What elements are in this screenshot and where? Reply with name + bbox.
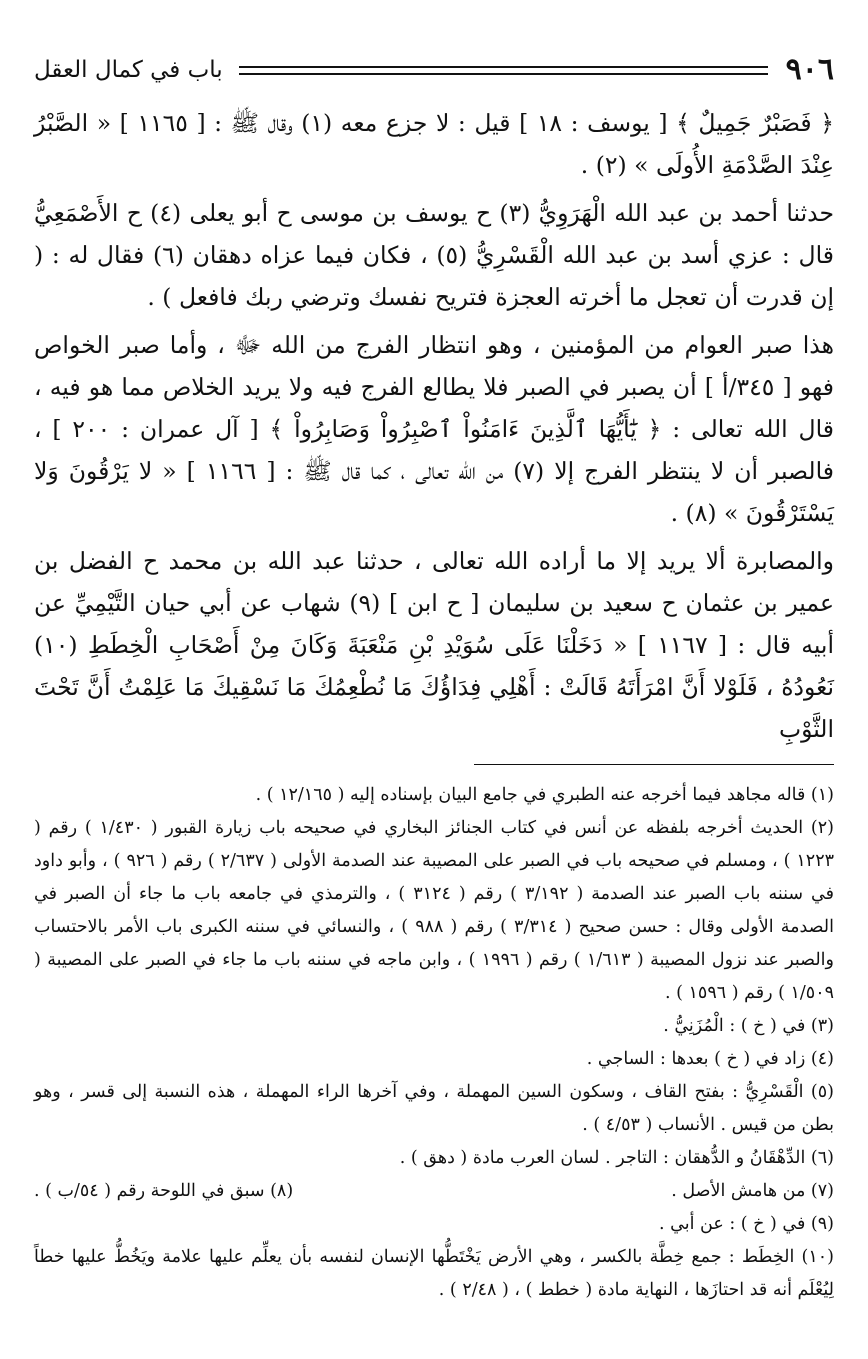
- footnote-6: (٦) الدِّهْقَانُ و الدُّهقان : التاجر . لسان العرب مادة ( دهق ) .: [399, 1148, 834, 1168]
- header-rule: [239, 66, 768, 75]
- page: [34, 50, 834, 1307]
- page-number: ٩٠٦: [785, 52, 834, 87]
- footnote-5: (٥) الْقَسْرِيُّ : بفتح القاف ، وسكون السين المهملة ، وفي آخرها الراء المهملة ، هذه النسبة إلى قسر ، وهو بطن من قيس . الأنساب ( ٤/٥٣ ) .: [34, 1082, 834, 1135]
- chapter-title: باب في كمال العقل: [34, 57, 223, 83]
- main-text: [34, 102, 834, 750]
- footnote-4: (٤) زاد في ( خ ) بعدها : الساجي .: [586, 1049, 834, 1069]
- footnote-9: (٩) في ( خ ) : عن أبي .: [658, 1214, 834, 1234]
- page-header: [34, 50, 834, 90]
- footnote-1: (١) قاله مجاهد فيما أخرجه عنه الطبري في جامع البيان بإسناده إليه ( ١٢/١٦٥ ) .: [255, 785, 834, 805]
- paragraph-4: والمصابرة ألا يريد إلا ما أراده الله تعالى ، حدثنا عبد الله بن محمد ح الفضل بن عمير بن عثمان ح سعيد بن سليمان [ ح ابن ] (٩) شهاب عن أبي حيان التَّيْمِيِّ عن أبيه قال : [ ١١٦٧ ] « دَخَلْنَا عَلَى سُوَيْدِ بْنِ مَنْعَبَةَ وَكَانَ مِنْ أَصْحَابِ الْخِطَطِ (١٠) نَعُودُهُ ، فَلَوْلا أَنَّ امْرَأَتَهُ قَالَتْ : أَهْلِي فِدَاؤُكَ مَا نُطْعِمُكَ مَا نَسْقِيكَ مَا عَلِمْتُ أَنَّ تَحْتَ الثَّوْبِ: [34, 547, 834, 743]
- footnote-10: (١٠) الخِطَط : جمع خِطَّة بالكسر ، وهي الأرض يَخْتَطُّها الإنسان لنفسه بأن يعلِّم عليها علامة ويَخُطُّ عليها خطاً لِيُعْلَم أنه قد احتازَها ، النهاية مادة ( خطط ) ، ( ٢/٤٨ ) .: [34, 1247, 834, 1300]
- footnote-divider: [474, 764, 834, 765]
- footnote-2: (٢) الحديث أخرجه بلفظه عن أنس في كتاب الجنائز البخاري في صحيحه باب زيارة القبور ( ١/٤٣٠ ) رقم ( ١٢٢٣ ) ، ومسلم في صحيحه باب في الصبر على المصيبة عند الصدمة الأولى ( ٢/٦٣٧ ) رقم ( ٩٢٦ ) ، وأبو داود في سننه باب الصبر عند الصدمة ( ٣/١٩٢ ) رقم ( ٣١٢٤ ) ، والترمذي في جامعه باب ما جاء أن الصبر في الصدمة الأولى وقال : حسن صحيح ( ٣/٣١٤ ) رقم ( ٩٨٨ ) ، والنسائي في سننه الكبرى باب الأمر بالاحتساب والصبر عند نزول المصيبة ( ١/٦١٣ ) رقم ( ١٩٩٦ ) ، وابن ماجه في سننه باب ما جاء في الصبر على المصيبة ( ١/٥٠٩ ) رقم ( ١٥٩٦ ) .: [34, 818, 835, 1003]
- footnote-row-7-8: [34, 1175, 834, 1208]
- footnote-8: (٨) سبق في اللوحة رقم ( ٥٤/ب ) .: [34, 1181, 294, 1201]
- paragraph-1: ﴿ فَصَبْرٌ جَمِيلٌ ﴾ [ يوسف : ١٨ ] قيل : لا جزع معه (١) وقال ﷺ : [ ١١٦٥ ] « الصَّبْرُ عِنْدَ الصَّدْمَةِ الأُولَى » (٢) .: [34, 109, 834, 179]
- footnotes: [34, 779, 834, 1307]
- footnote-3: (٣) في ( خ ) : الْمُزَنِيُّ .: [663, 1016, 834, 1036]
- paragraph-2: حدثنا أحمد بن عبد الله الْهَرَوِيُّ (٣) ح يوسف بن موسى ح أبو يعلى (٤) ح الأَصْمَعِيُّ قال : عزي أسد بن عبد الله الْقَسْرِيُّ (٥) ، فكان فيما عزاه دهقان (٦) فقال له : ( إن قدرت أن تعجل ما أخرته العجزة فتريح نفسك وترضي ربك فافعل ) .: [34, 199, 835, 311]
- paragraph-3: هذا صبر العوام من المؤمنين ، وهو انتظار الفرج من الله ﷻ ، وأما صبر الخواص فهو [ ٣٤٥/أ ] أن يصبر في الصبر فلا يطالع الفرج فيه ولا يريد الخلاص مما هو فيه ، قال الله تعالى : ﴿ يَٰٓأَيُّهَا ٱلَّذِينَ ءَامَنُواْ ٱصْبِرُواْ وَصَابِرُواْ ﴾ [ آل عمران : ٢٠٠ ] ، فالصبر أن لا ينتظر الفرج إلا (٧) من الله تعالى ، كما قال ﷺ : [ ١١٦٦ ] « لا يَرْقُونَ وَلا يَسْتَرْقُونَ » (٨) .: [34, 331, 834, 527]
- footnote-7: (٧) من هامش الأصل .: [671, 1181, 834, 1201]
